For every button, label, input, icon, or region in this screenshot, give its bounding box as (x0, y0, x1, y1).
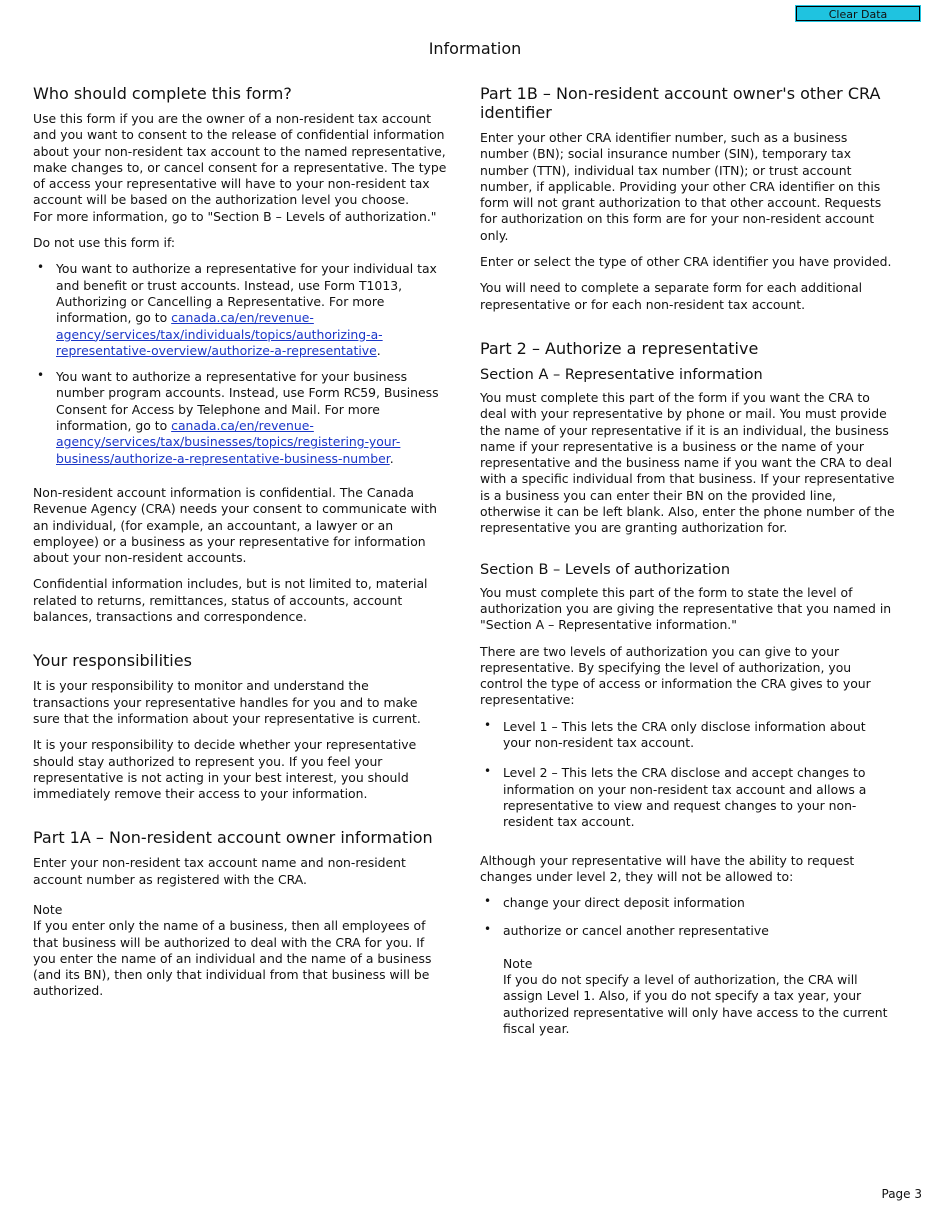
list-item: • Level 1 – This lets the CRA only disclose information about your non-resident tax account. (480, 719, 895, 752)
confidential-text: Non-resident account information is confidential. The Canada Revenue Agency (CRA) needs your consent to communicate with an individual, (for example, an accountant, a lawyer or an employee) or a business as your representative for information about your non-resident accounts. (33, 484, 437, 566)
section-b-heading: Section B – Levels of authorization (480, 561, 731, 578)
who-more-info: For more information, go to "Section B – Levels of authorization." (33, 208, 437, 224)
do-not-use-list (33, 261, 448, 467)
confidential-includes: Confidential information includes, but is not limited to, material related to returns, remittances, status of accounts, account balances, transactions and correspondence. (33, 576, 428, 625)
list-item: • You want to authorize a representative for your business number program accounts. Instead, use Form RC59, Business Consent for Access by Telephone and Mail. For more information, go to canada.ca/en/revenue-agency/services/tax/businesses/topics/registering-your-business/authorize-a-representative-business-number. (33, 369, 448, 467)
left-column (33, 84, 448, 1010)
section-a-text: You must complete this part of the form if you want the CRA to deal with your representative by phone or mail. You must provide the name of your representative if it is an individual, the business name if your representative is a business or the name of your representative and the business name if you want the CRA to deal with a specific individual from that business. If your representative is a business you can enter their BN on the provided line, otherwise it can be left blank. Also, enter the phone number of the representative you are granting authorization for. (480, 389, 895, 536)
do-not-use: Do not use this form if: (33, 235, 176, 251)
page-number: Page 3 (881, 1187, 922, 1201)
levels-list (480, 719, 895, 831)
part1b-p3: You will need to complete a separate form for each additional representative or for each non-resident tax account. (480, 280, 863, 312)
right-column (480, 84, 895, 1047)
note-label: Note (33, 901, 63, 917)
part1b-p2: Enter or select the type of other CRA identifier you have provided. (480, 254, 892, 270)
list-item: • You want to authorize a representative for your individual tax and benefit or trust accounts. Instead, use Form T1013, Authorizing or Cancelling a Representative. For more information, go to canada.ca/en/revenue-agency/services/tax/individuals/topics/authorizing-a-representative-overview/authorize-a-representative. (33, 261, 448, 359)
part1b-p1: Enter your other CRA identifier number, such as a business number (BN); social insurance number (SIN), temporary tax number (TTN), individual tax number (ITN); or trust account number, if applicable. Providing your other CRA identifier on this form will not grant authorization to that other account. Requests for authorization on this form are for your non-resident account only. (480, 130, 882, 243)
note-label: Note (503, 955, 533, 971)
part1a-heading: Part 1A – Non-resident account owner information (33, 828, 433, 848)
section-b-p2: There are two levels of authorization you can give to your representative. By specifying the level of authorization, you control the type of access or information the CRA gives to your representative: (480, 643, 871, 708)
rc59-link[interactable]: canada.ca/en/revenue-agency/services/tax/businesses/topics/registering-your-business/authorize-a-representative-business-number (56, 418, 401, 466)
responsibilities-p1: It is your responsibility to monitor and understand the transactions your representative handles for you and to make sure that the information about your representative is current. (33, 678, 421, 726)
part1a-p1: Enter your non-resident tax account name and non-resident account number as registered with the CRA. (33, 855, 406, 887)
list-item: • Level 2 – This lets the CRA disclose and accept changes to information on your non-resident tax account and allows a representative to view and request changes to your non-resident tax account. (480, 765, 895, 830)
who-heading: Who should complete this form? (33, 84, 292, 103)
section-a-heading: Section A – Representative information (480, 366, 763, 383)
responsibilities-heading: Your responsibilities (33, 651, 192, 671)
clear-data-button[interactable]: Clear Data (796, 6, 920, 21)
part1b-heading: Part 1B – Non-resident account owner's other CRA identifier (480, 84, 881, 122)
although-text: Although your representative will have the ability to request changes under level 2, they will not be allowed to: (480, 852, 855, 884)
page-title: Information (428, 39, 522, 58)
list-item: • authorize or cancel another representative (480, 923, 895, 939)
part2-note: Note If you do not specify a level of authorization, the CRA will assign Level 1. Also, if you do not specify a tax year, your authorized representative will only have access to the current fiscal year. (503, 955, 888, 1036)
responsibilities-p2: It is your responsibility to decide whether your representative should stay authorized to represent you. If you feel your representative is not acting in your best interest, you should immediately remove their access to your information. (33, 737, 417, 802)
t1013-link[interactable]: canada.ca/en/revenue-agency/services/tax/individuals/topics/authorizing-a-representative-overview/authorize-a-representative (56, 310, 383, 358)
not-allowed-list (480, 895, 895, 940)
who-intro: Use this form if you are the owner of a non-resident tax account and you want to consent to the release of confidential information about your non-resident tax account to the named representative, make changes to, or cancel consent for a representative. The type of access your representative will have to your non-resident tax account will be based on the authorization level you choose. For more information, go to "Section B – Levels of authorization." (33, 111, 447, 224)
part1a-note: Note If you enter only the name of a business, then all employees of that business will be authorized to deal with the CRA for you. If you enter the name of an individual and the name of a business (and its BN), then only that individual from that business will be authorized. (33, 901, 432, 999)
section-b-p1: You must complete this part of the form to state the level of authorization you are giving the representative that you named in "Section A – Representative information." (480, 584, 892, 633)
part2-heading: Part 2 – Authorize a representative (480, 338, 759, 358)
list-item: • change your direct deposit information (480, 895, 895, 911)
